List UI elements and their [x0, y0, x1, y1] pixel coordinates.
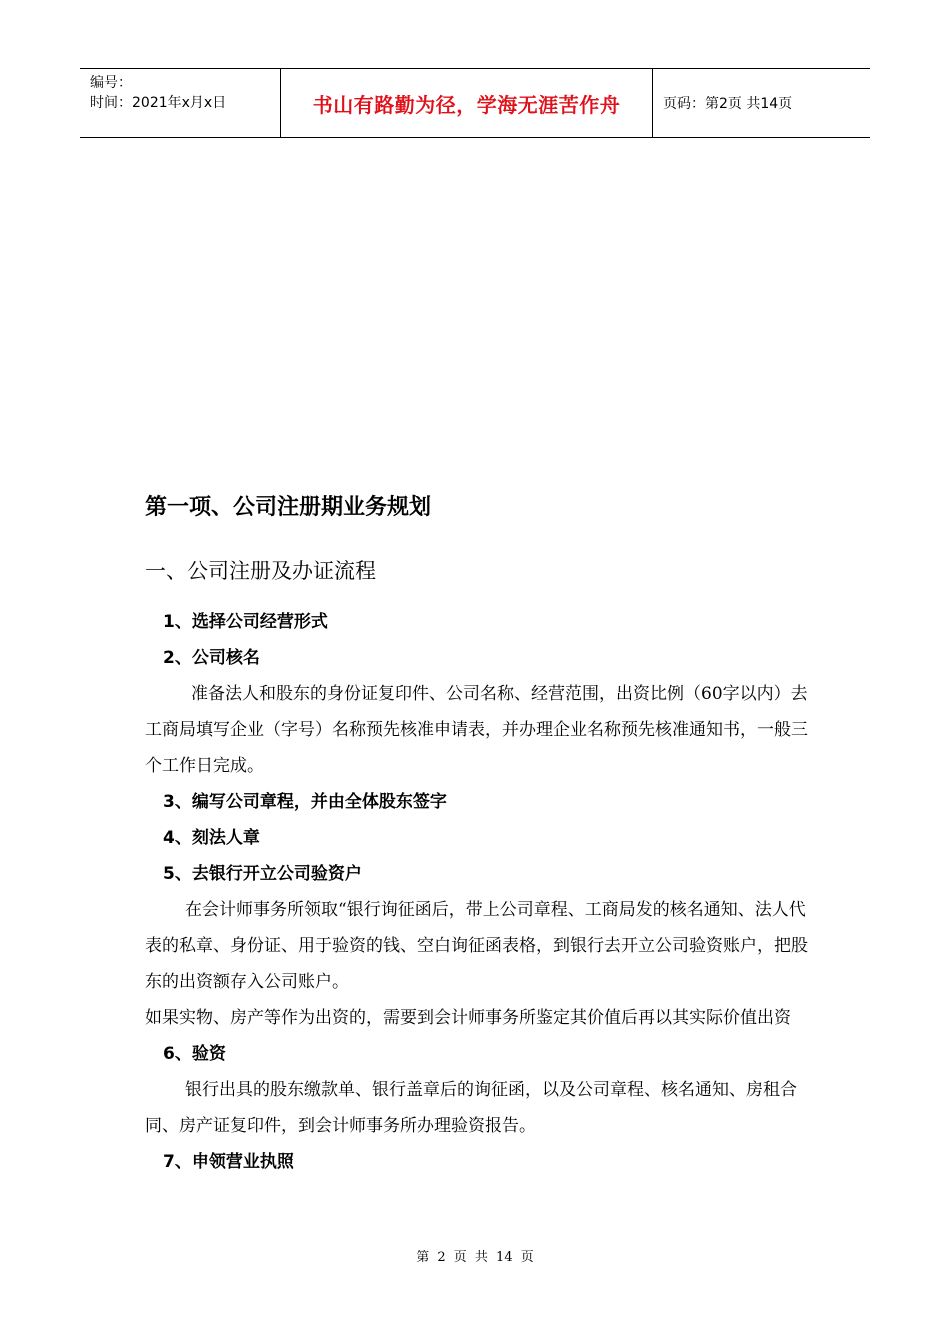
header-motto-cell [280, 69, 653, 137]
header-motto: 书山有路勤为径，学海无涯苦作舟 [312, 92, 621, 117]
paragraph-capital-verification: 银行出具的股东缴款单、银行盖章后的询征函，以及公司章程、核名通知、房租合同、房产证复印件，到会计师事务所办理验资报告。 [145, 1080, 797, 1136]
paragraph-in-kind: 如果实物、房产等作为出资的，需要到会计师事务所鉴定其价值后再以其实际价值出资 [145, 1008, 791, 1028]
header-info [80, 69, 280, 137]
document-body [145, 488, 810, 1180]
page-footer: 第 2 页 共 14 页 [416, 1250, 534, 1265]
header-page-code: 页码：第2页 共14页 [663, 96, 793, 112]
step-heading: 6、验资 [163, 1044, 226, 1064]
step-heading: 2、公司核名 [163, 648, 260, 668]
step-heading: 4、刻法人章 [163, 828, 260, 848]
step-heading: 5、去银行开立公司验资户 [163, 864, 362, 884]
document-title: 第一项、公司注册期业务规划 [145, 495, 432, 520]
step-heading: 7、申领营业执照 [163, 1152, 294, 1172]
page-header [80, 68, 870, 138]
step-heading: 3、编写公司章程，并由全体股东签字 [163, 792, 447, 812]
paragraph-name-check: 准备法人和股东的身份证复印件、公司名称、经营范围，出资比例（60字以内）去工商局填写企业（字号）名称预先核准申请表，并办理企业名称预先核准通知书，一般三个工作日完成。 [145, 684, 808, 776]
document-time-label: 时间：2021年x月x日 [90, 95, 227, 111]
document-number-label: 编号： [90, 75, 132, 91]
section-heading: 一、公司注册及办证流程 [145, 559, 376, 583]
paragraph-bank-account: 在会计师事务所领取“银行询征函后，带上公司章程、工商局发的核名通知、法人代表的私章、身份证、用于验资的钱、空白询征函表格，到银行去开立公司验资账户，把股东的出资额存入公司账户。 [145, 900, 808, 992]
step-heading: 1、选择公司经营形式 [163, 612, 328, 632]
